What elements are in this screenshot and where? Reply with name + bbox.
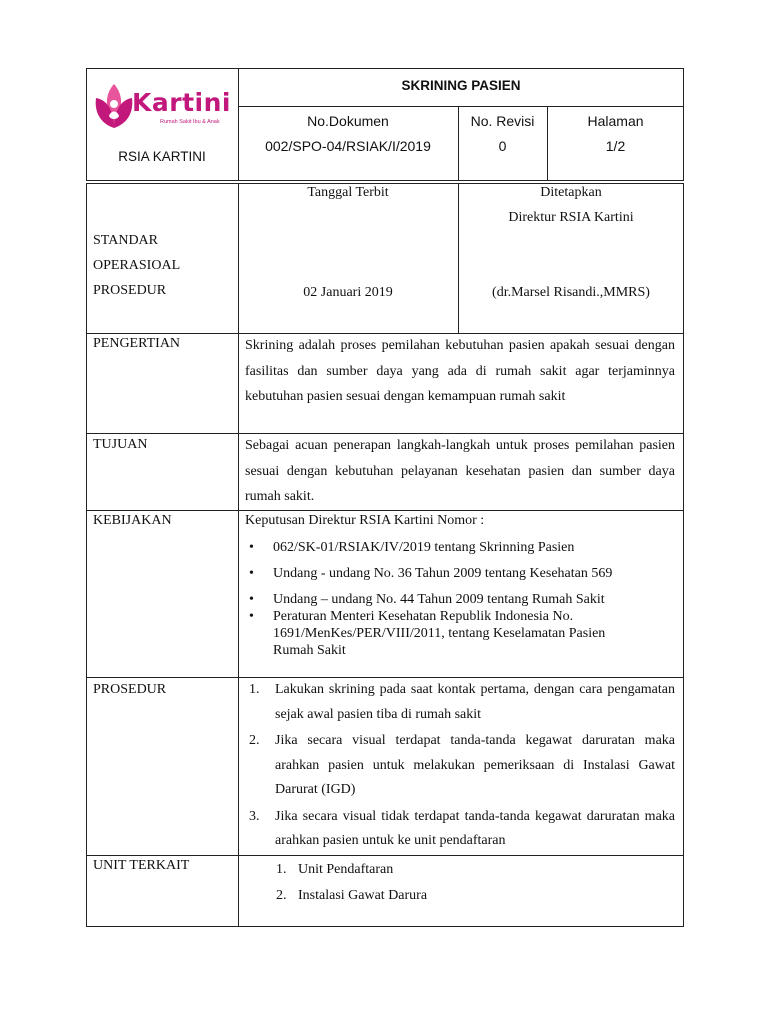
kebijakan-label: KEBIJAKAN [93, 513, 172, 528]
item-text: Jika secara visual terdapat tanda-tanda kegawat daruratan maka arahkan pasien untuk melakukan pemeriksaan di Instalasi Gawat Darurat (IGD) [275, 733, 675, 797]
pengertian-text: Skrining adalah proses pemilahan kebutuhan pasien apakah sesuai dengan fasilitas dan sumber daya yang ada di rumah sakit agar terjaminnya kebutuhan pasien sesuai dengan kemampuan rumah sakit [245, 338, 675, 404]
item-number: 2. [276, 887, 287, 903]
prosedur-list [241, 678, 675, 854]
hospital-logo [92, 82, 234, 134]
org-name: RSIA KARTINI [118, 149, 206, 164]
revision-label: No. Revisi [470, 113, 535, 129]
kebijakan-intro: Keputusan Direktur RSIA Kartini Nomor : [245, 513, 485, 528]
page-value: 1/2 [605, 138, 626, 154]
item-text: Instalasi Gawat Darura [298, 887, 428, 903]
approved-name: (dr.Marsel Risandi.,MMRS) [492, 285, 650, 300]
list-item: • Peraturan Menteri Kesehatan Republik Indonesia No. 1691/MenKes/PER/VIII/2011, tentang Keselamatan Pasien Rumah Sakit [241, 608, 671, 659]
unit-terkait-label: UNIT TERKAIT [93, 858, 190, 873]
approved-title: Direktur RSIA Kartini [508, 210, 634, 225]
pengertian-label: PENGERTIAN [93, 336, 181, 351]
logo-tagline: Rumah Sakit Ibu & Anak [160, 119, 220, 125]
unit-terkait-list [268, 857, 668, 908]
list-item [268, 883, 668, 909]
item-number: 1. [249, 682, 260, 697]
issue-date-value: 02 Januari 2019 [303, 285, 393, 300]
item-text: Lakukan skrining pada saat kontak pertama, dengan cara pengamatan sejak awal pasien tiba di rumah sakit [275, 682, 675, 722]
issue-date-label: Tanggal Terbit [307, 185, 389, 200]
list-item [241, 678, 675, 727]
sop-label-line2: OPERASIOAL [93, 258, 181, 273]
revision-value: 0 [498, 138, 507, 154]
logo-wordmark: Kartini [132, 88, 231, 117]
sop-label [93, 228, 233, 303]
prosedur-label: PROSEDUR [93, 682, 167, 697]
page-label: Halaman [587, 113, 644, 129]
item-text: Unit Pendaftaran [298, 862, 394, 877]
item-number: 2. [249, 733, 260, 748]
doc-number-label: No.Dokumen [307, 113, 389, 129]
approved-label: Ditetapkan [540, 185, 602, 200]
list-item: • Undang - undang No. 36 Tahun 2009 tentang Kesehatan 569 [241, 565, 671, 582]
tujuan-text: Sebagai acuan penerapan langkah-langkah untuk proses pemilahan pasien sesuai dengan kebutuhan pelayanan kesehatan pasien dan sumber daya rumah sakit. [245, 438, 675, 504]
item-number: 1. [276, 862, 287, 877]
sop-label-line1: STANDAR [93, 233, 158, 248]
list-item [241, 805, 675, 854]
item-number: 3. [249, 808, 260, 824]
list-item: • Undang – undang No. 44 Tahun 2009 tentang Rumah Sakit [241, 591, 671, 608]
sop-label-line3: PROSEDUR [93, 283, 167, 298]
document-title: SKRINING PASIEN [401, 78, 521, 93]
list-item [268, 857, 668, 883]
lotus-icon [92, 82, 136, 132]
item-text: Jika secara visual tidak terdapat tanda-tanda kegawat daruratan maka arahkan pasien untuk ke unit pendaftaran [275, 808, 675, 848]
list-item: • 062/SK-01/RSIAK/IV/2019 tentang Skrinning Pasien [241, 539, 671, 556]
doc-number-value: 002/SPO-04/RSIAK/I/2019 [265, 138, 431, 154]
tujuan-label: TUJUAN [93, 437, 148, 452]
kebijakan-list [241, 539, 671, 659]
list-item [241, 729, 675, 803]
